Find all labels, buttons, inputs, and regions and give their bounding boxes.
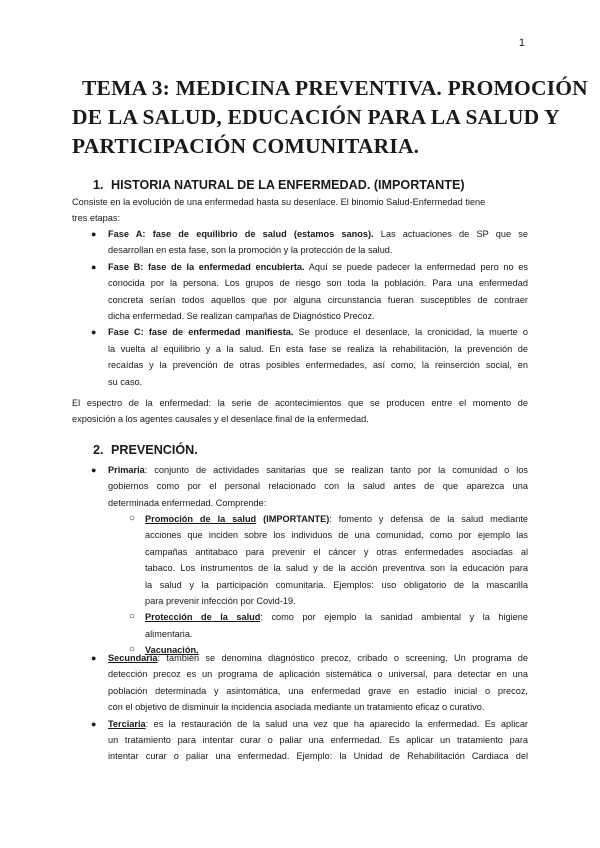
intro-line: Consiste en la evolución de una enfermedad hasta su desenlace. El binomio Salud-Enfermedad tiene: [72, 197, 486, 207]
phase-label: Fase A: fase de equilibrio de salud (estamos sanos).: [108, 229, 374, 239]
prevention-text: : también se denomina diagnóstico precoz, cribado o screening. Un programa de: [157, 653, 528, 663]
sub-text: tabaco. Los instrumentos de la salud y de la acción preventiva son la educación para: [145, 563, 528, 574]
prevention-text: detección precoz es un programa de aplicación sistemática o universal, para detectar en una: [108, 669, 528, 680]
sub-text: : como por ejemplo la sanidad ambiental y la higiene: [260, 612, 528, 623]
phase-text: conocida por la persona. Los grupos de riesgo son toda la población. Para una enfermedad: [108, 278, 528, 289]
prevention-text: un tratamiento para intentar curar o paliar una enfermedad. Es aplicar un tratamiento para: [108, 735, 528, 746]
prevention-item-secundaria: [91, 650, 528, 716]
sub-text: : fomento y defensa de la salud mediante: [329, 514, 528, 524]
title-line-1: TEMA 3: MEDICINA PREVENTIVA. PROMOCIÓN: [82, 76, 588, 100]
section-1-heading-text: HISTORIA NATURAL DE LA ENFERMEDAD. (IMPORTANTE): [111, 178, 465, 192]
section-2-heading-text: PREVENCIÓN.: [111, 443, 198, 457]
phase-text: Las actuaciones de SP que se: [373, 229, 528, 239]
bullet-icon: ●: [91, 718, 97, 729]
phase-item-b: [91, 259, 528, 325]
prevention-text: gobiernos como por el personal relacionado con la salud antes de que aparezca una: [108, 481, 528, 492]
intro-line: tres etapas:: [72, 213, 121, 223]
prevention-item-terciaria: [91, 716, 528, 765]
phase-text: recaídas y la prevención de otras posibles enfermedades, así como, la reinserción social, en: [108, 360, 528, 371]
circle-bullet-icon: ○: [129, 513, 136, 524]
prevention-list: [91, 462, 528, 511]
circle-bullet-icon: ○: [129, 611, 136, 623]
prevention-text: determinada enfermedad. Comprende:: [108, 497, 267, 508]
bullet-icon: ●: [91, 229, 97, 239]
sub-label-note: (IMPORTANTE): [256, 514, 330, 524]
sub-label: Vacunación.: [145, 645, 199, 656]
sub-label: Promoción de la salud: [145, 514, 257, 524]
prevention-label: Secundaria: [108, 653, 158, 663]
primaria-sublist: [129, 511, 528, 659]
phase-text: dicha enfermedad. Se realizan campañas de Diagnóstico Precoz.: [108, 311, 375, 322]
section-1-intro: [72, 194, 528, 226]
phase-item-a: [91, 226, 528, 259]
phase-text: su caso.: [108, 376, 143, 387]
page-number: 1: [518, 37, 525, 49]
bullet-icon: ●: [91, 653, 97, 663]
section-2-number: 2.: [93, 443, 104, 457]
section-1-heading: [93, 178, 465, 192]
phase-text: concreta serían todos aquellos que por alguna circunstancia fueran susceptibles de contraer: [108, 294, 528, 305]
sub-label: Protección de la salud: [145, 612, 261, 623]
spectrum-line: El espectro de la enfermedad: la serie de acontecimientos que se producen entre el momento de: [72, 398, 528, 408]
phase-text: Aquí se puede padecer la enfermedad pero no es: [304, 261, 528, 272]
prevention-text: : es la restauración de la salud una vez que ha aparecido la enfermedad. Es aplicar: [145, 718, 528, 729]
prevention-text: con el objetivo de disminuir la incidencia asociada mediante un tratamiento eficaz o curativo.: [108, 702, 485, 713]
section-2-heading: [93, 443, 198, 457]
sub-item-promocion: [129, 511, 528, 609]
sub-text: alimentaria.: [145, 628, 193, 639]
sub-text: campañas antitabaco para prevenir el cáncer y otras enfermedades asociadas al: [145, 546, 528, 557]
section-1-number: 1.: [93, 178, 104, 192]
sub-text: para prevenir infección por Covid-19.: [145, 596, 296, 607]
bullet-icon: ●: [91, 465, 97, 475]
sub-text: acciones que inciden sobre los individuos de una comunidad, como por ejemplo las: [145, 530, 528, 541]
prevention-label: Terciaria: [108, 718, 146, 729]
phase-list: [91, 226, 528, 390]
phase-item-c: [91, 324, 528, 390]
sub-text: la salud y la participación comunitaria. Ejemplos: uso obligatorio de la mascarilla: [145, 579, 528, 590]
prevention-label: Primaria: [108, 465, 145, 475]
prevention-item-primaria: [91, 462, 528, 511]
phase-text: desarrollan en esta fase, son la promoción y la protección de la salud.: [108, 245, 393, 256]
phase-text: la vuelta al equilibrio y a la salud. En esta fase se realiza la rehabilitación, la prevención de: [108, 343, 528, 354]
prevention-text: población determinada y asintomática, una enfermedad grave en estadio inicial o precoz,: [108, 685, 528, 696]
prevention-text: : conjunto de actividades sanitarias que se realizan tanto por la comunidad o los: [144, 465, 528, 475]
phase-text: Se produce el desenlace, la cronicidad, la muerte o: [293, 327, 528, 338]
bullet-icon: ●: [91, 261, 97, 272]
document-title: [72, 74, 588, 161]
title-line-3: PARTICIPACIÓN COMUNITARIA.: [72, 134, 420, 158]
bullet-icon: ●: [91, 327, 97, 338]
prevention-text: intentar curar o paliar una enfermedad. Ejemplo: la Unidad de Rehabilitación Cardiaca del: [108, 751, 528, 762]
title-line-2: DE LA SALUD, EDUCACIÓN PARA LA SALUD Y: [72, 105, 560, 129]
phase-label: Fase B: fase de la enfermedad encubierta.: [108, 261, 305, 272]
sub-item-proteccion: [129, 609, 528, 642]
prevention-list-continued: [91, 650, 528, 765]
spectrum-paragraph: [72, 395, 528, 427]
phase-label: Fase C: fase de enfermedad manifiesta.: [108, 327, 294, 338]
circle-bullet-icon: ○: [129, 644, 136, 656]
spectrum-line: exposición a los agentes causales y el desenlace final de la enfermedad.: [72, 414, 369, 424]
